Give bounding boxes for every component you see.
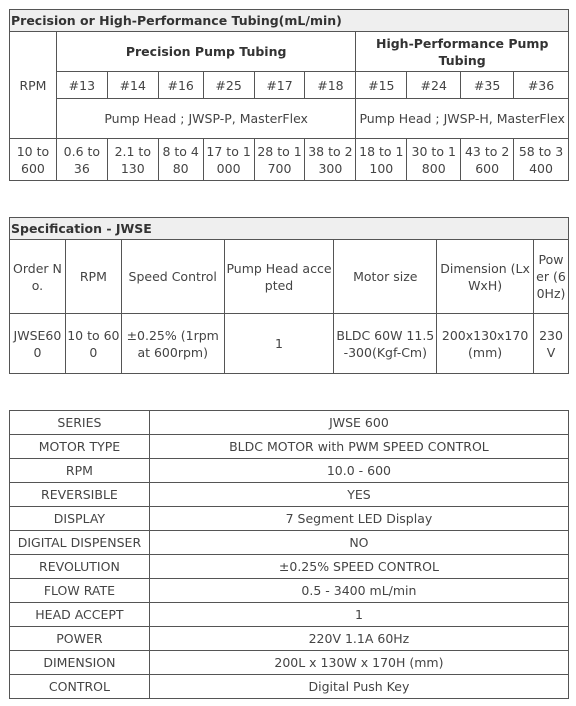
detail-row bbox=[10, 675, 569, 699]
spec-header-rpm: RPM bbox=[65, 240, 121, 314]
spec-power: 230V bbox=[534, 314, 569, 374]
tubing-table bbox=[9, 9, 569, 181]
detail-label: DIGITAL DISPENSER bbox=[10, 531, 150, 555]
detail-label: DIMENSION bbox=[10, 651, 150, 675]
spec-header-motor: Motor size bbox=[334, 240, 437, 314]
tubing-title: Precision or High-Performance Tubing(mL/min) bbox=[10, 10, 569, 32]
detail-row bbox=[10, 579, 569, 603]
spec-title: Specification - JWSE bbox=[10, 218, 569, 240]
detail-value: Digital Push Key bbox=[149, 675, 568, 699]
detail-label: DISPLAY bbox=[10, 507, 150, 531]
flow-rate: 17 to 1000 bbox=[203, 139, 254, 181]
spec-header-power: Power (60Hz) bbox=[534, 240, 569, 314]
detail-value: 10.0 - 600 bbox=[149, 459, 568, 483]
detail-row bbox=[10, 411, 569, 435]
flow-rate: 30 to 1800 bbox=[407, 139, 461, 181]
spec-header-dimension: Dimension (LxWxH) bbox=[437, 240, 534, 314]
spec-rpm: 10 to 600 bbox=[65, 314, 121, 374]
flow-rate: 2.1 to 130 bbox=[107, 139, 158, 181]
details-table bbox=[9, 410, 569, 699]
detail-label: MOTOR TYPE bbox=[10, 435, 150, 459]
detail-label: REVERSIBLE bbox=[10, 483, 150, 507]
spec-pump-head: 1 bbox=[224, 314, 334, 374]
spec-motor: BLDC 60W 11.5-300(Kgf-Cm) bbox=[334, 314, 437, 374]
tube-size: #36 bbox=[514, 72, 569, 99]
detail-label: POWER bbox=[10, 627, 150, 651]
tube-size: #13 bbox=[56, 72, 107, 99]
tube-size: #18 bbox=[305, 72, 356, 99]
precision-header: Precision Pump Tubing bbox=[56, 32, 355, 72]
detail-label: RPM bbox=[10, 459, 150, 483]
flow-rate: 0.6 to 36 bbox=[56, 139, 107, 181]
tube-size: #25 bbox=[203, 72, 254, 99]
flow-rate: 58 to 3400 bbox=[514, 139, 569, 181]
detail-value: 0.5 - 3400 mL/min bbox=[149, 579, 568, 603]
detail-value: ±0.25% SPEED CONTROL bbox=[149, 555, 568, 579]
flow-rate: 18 to 1100 bbox=[356, 139, 407, 181]
detail-row bbox=[10, 507, 569, 531]
tube-size: #17 bbox=[254, 72, 305, 99]
detail-value: NO bbox=[149, 531, 568, 555]
spec-table bbox=[9, 217, 569, 374]
detail-row bbox=[10, 603, 569, 627]
detail-value: JWSE 600 bbox=[149, 411, 568, 435]
detail-row bbox=[10, 555, 569, 579]
detail-value: BLDC MOTOR with PWM SPEED CONTROL bbox=[149, 435, 568, 459]
high-perf-pump-head: Pump Head ; JWSP-H, MasterFlex bbox=[356, 99, 569, 139]
detail-value: 1 bbox=[149, 603, 568, 627]
detail-row bbox=[10, 483, 569, 507]
detail-label: FLOW RATE bbox=[10, 579, 150, 603]
detail-value: 7 Segment LED Display bbox=[149, 507, 568, 531]
spec-header-order: Order No. bbox=[10, 240, 66, 314]
detail-row bbox=[10, 459, 569, 483]
flow-rate: 8 to 480 bbox=[158, 139, 203, 181]
detail-label: CONTROL bbox=[10, 675, 150, 699]
detail-label: SERIES bbox=[10, 411, 150, 435]
flow-rate: 43 to 2600 bbox=[461, 139, 514, 181]
tube-size: #14 bbox=[107, 72, 158, 99]
detail-row bbox=[10, 651, 569, 675]
detail-value: YES bbox=[149, 483, 568, 507]
detail-label: REVOLUTION bbox=[10, 555, 150, 579]
detail-value: 220V 1.1A 60Hz bbox=[149, 627, 568, 651]
high-perf-header: High-Performance Pump Tubing bbox=[356, 32, 569, 72]
detail-row bbox=[10, 627, 569, 651]
spec-speed: ±0.25% (1rpm at 600rpm) bbox=[121, 314, 224, 374]
rpm-value: 10 to 600 bbox=[10, 139, 57, 181]
spec-dimension: 200x130x170 (mm) bbox=[437, 314, 534, 374]
flow-rate: 38 to 2300 bbox=[305, 139, 356, 181]
detail-row bbox=[10, 435, 569, 459]
tube-size: #16 bbox=[158, 72, 203, 99]
detail-value: 200L x 130W x 170H (mm) bbox=[149, 651, 568, 675]
tube-size: #35 bbox=[461, 72, 514, 99]
detail-row bbox=[10, 531, 569, 555]
flow-rate: 28 to 1700 bbox=[254, 139, 305, 181]
spec-order-no: JWSE600 bbox=[10, 314, 66, 374]
spec-header-speed: Speed Control bbox=[121, 240, 224, 314]
tube-size: #24 bbox=[407, 72, 461, 99]
detail-label: HEAD ACCEPT bbox=[10, 603, 150, 627]
spec-header-pump-head: Pump Head accepted bbox=[224, 240, 334, 314]
tube-size: #15 bbox=[356, 72, 407, 99]
rpm-header: RPM bbox=[10, 32, 57, 139]
precision-pump-head: Pump Head ; JWSP-P, MasterFlex bbox=[56, 99, 355, 139]
